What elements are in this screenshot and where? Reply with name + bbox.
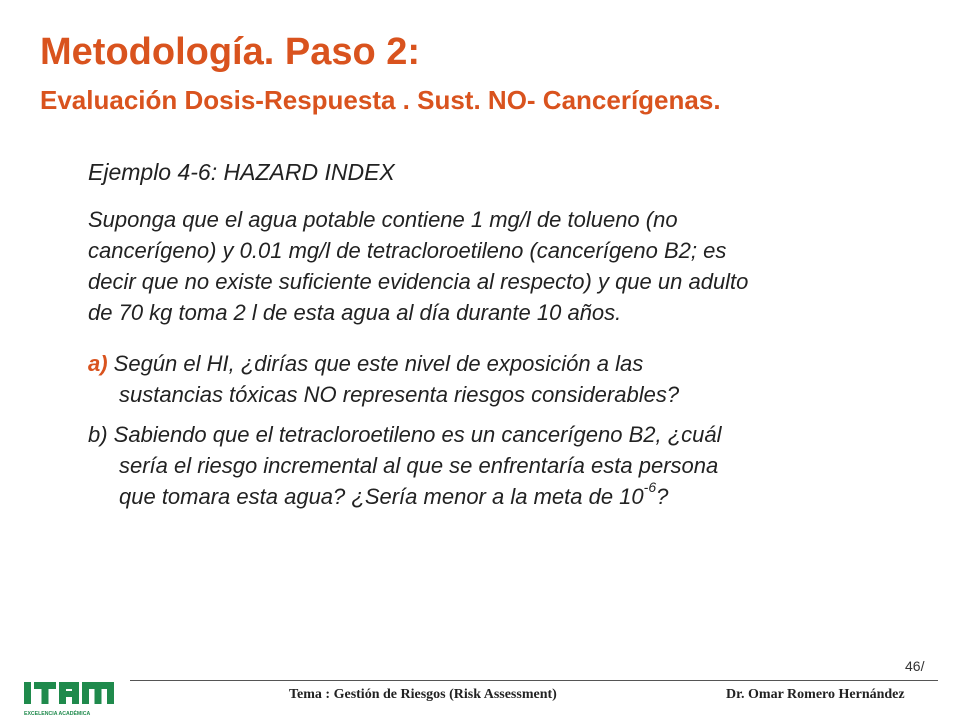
exponent: -6 (643, 478, 657, 495)
question-a-text: Según el HI, ¿dirías que este nivel de exposición a las (107, 351, 644, 376)
slide-subtitle: Evaluación Dosis-Respuesta . Sust. NO- Cancerígenas. (40, 85, 721, 115)
question-b-marker: b) (88, 422, 108, 447)
footer-divider (130, 680, 938, 681)
question-a-line: sustancias tóxicas NO representa riesgos considerables? (119, 382, 680, 407)
question-a-line (88, 348, 888, 379)
question-b-line (88, 478, 888, 512)
footer-author: Dr. Omar Romero Hernández (726, 687, 905, 702)
logo-tagline: EXCELENCIA ACADÉMICA (24, 711, 91, 717)
statement-line: de 70 kg toma 2 l de esta agua al día durante 10 años. (88, 300, 622, 325)
statement-line: cancerígeno) y 0.01 mg/l de tetracloroetileno (cancerígeno B2; es (88, 238, 727, 263)
statement-line: decir que no existe suficiente evidencia al respecto) y que un adulto (88, 269, 749, 294)
question-b-line: sería el riesgo incremental al que se enfrentaría esta persona (119, 453, 719, 478)
question-b-text: ? (656, 484, 669, 509)
footer-topic: Tema : Gestión de Riesgos (Risk Assessment) (289, 687, 557, 702)
question-b-line (88, 419, 888, 450)
question-b-text: Sabiendo que el tetracloroetileno es un cancerígeno B2, ¿cuál (107, 422, 722, 447)
question-a-marker: a) (88, 351, 108, 376)
slide-title: Metodología. Paso 2: (40, 31, 421, 73)
problem-statement (88, 204, 908, 328)
question-b-text: que tomara esta agua? ¿Sería menor a la meta de 10 (119, 484, 644, 509)
itam-logo (20, 678, 120, 718)
page-number: 46/ (905, 658, 925, 674)
question-b (88, 419, 888, 512)
question-a (88, 348, 888, 410)
statement-line: Suponga que el agua potable contiene 1 mg/l de tolueno (no (88, 207, 678, 232)
example-heading: Ejemplo 4-6: HAZARD INDEX (88, 159, 395, 185)
